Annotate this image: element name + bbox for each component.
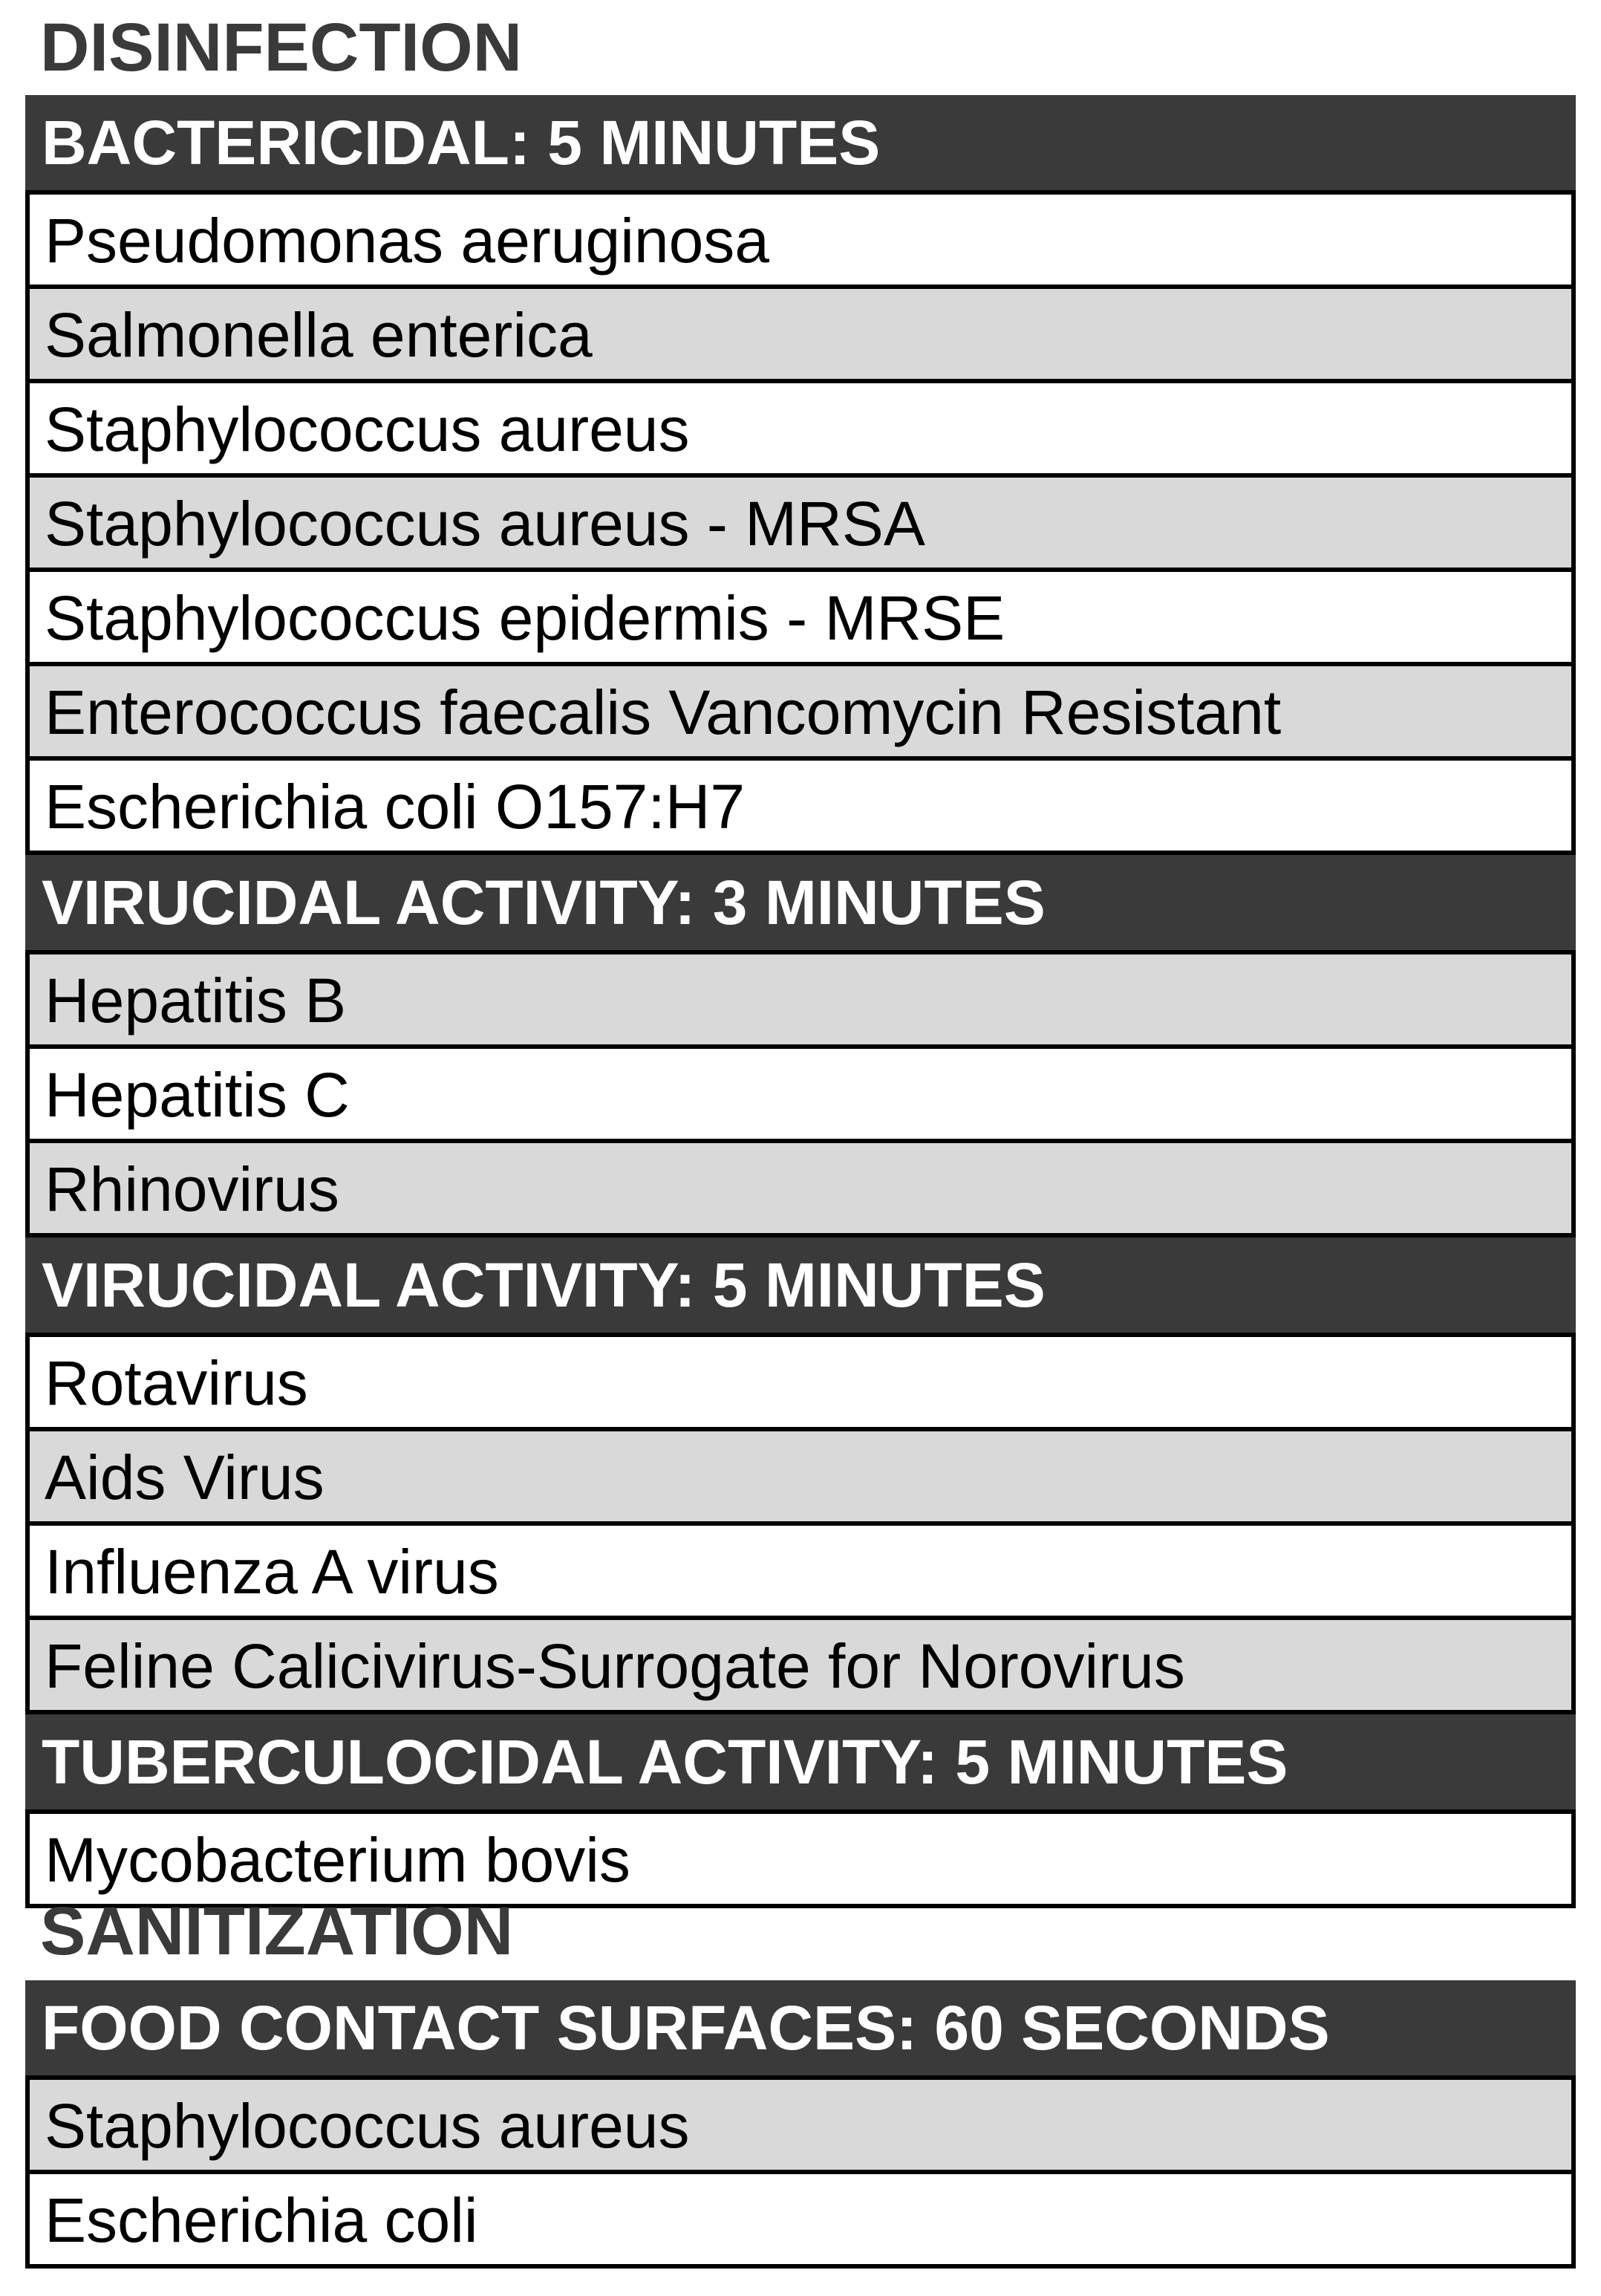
sanitization-table [25, 1980, 1576, 2269]
table-row: Rotavirus [30, 1333, 1571, 1427]
table-row: Staphylococcus aureus - MRSA [30, 473, 1571, 568]
table-row: Mycobacterium bovis [30, 1809, 1571, 1904]
category-group-food-contact [25, 2075, 1576, 2269]
table-row: Escherichia coli O157:H7 [30, 756, 1571, 851]
table-row: Hepatitis B [30, 950, 1571, 1044]
category-header-tuberculocidal: TUBERCULOCIDAL ACTIVITY: 5 MINUTES [25, 1714, 1576, 1809]
table-row: Influenza A virus [30, 1521, 1571, 1616]
table-row: Rhinovirus [30, 1139, 1571, 1233]
category-header-food-contact: FOOD CONTACT SURFACES: 60 SECONDS [25, 1980, 1576, 2075]
category-group-bactericidal [25, 190, 1576, 855]
disinfection-table [25, 95, 1576, 1908]
category-group-virucidal-3min [25, 950, 1576, 1238]
table-row: Escherichia coli [30, 2170, 1571, 2264]
table-row: Pseudomonas aeruginosa [30, 190, 1571, 284]
category-header-bactericidal: BACTERICIDAL: 5 MINUTES [25, 95, 1576, 190]
table-row: Staphylococcus epidermis - MRSE [30, 568, 1571, 662]
disinfection-title: DISINFECTION [40, 10, 523, 85]
sanitization-title: SANITIZATION [40, 1893, 514, 1969]
table-row: Salmonella enterica [30, 284, 1571, 379]
table-row: Staphylococcus aureus [30, 379, 1571, 473]
table-row: Enterococcus faecalis Vancomycin Resistant [30, 662, 1571, 756]
category-header-virucidal-5min: VIRUCIDAL ACTIVITY: 5 MINUTES [25, 1238, 1576, 1333]
table-row: Aids Virus [30, 1427, 1571, 1521]
table-row: Hepatitis C [30, 1044, 1571, 1139]
category-header-virucidal-3min: VIRUCIDAL ACTIVITY: 3 MINUTES [25, 855, 1576, 950]
table-row: Feline Calicivirus-Surrogate for Norovirus [30, 1616, 1571, 1710]
category-group-virucidal-5min [25, 1333, 1576, 1714]
table-row: Staphylococcus aureus [30, 2075, 1571, 2170]
